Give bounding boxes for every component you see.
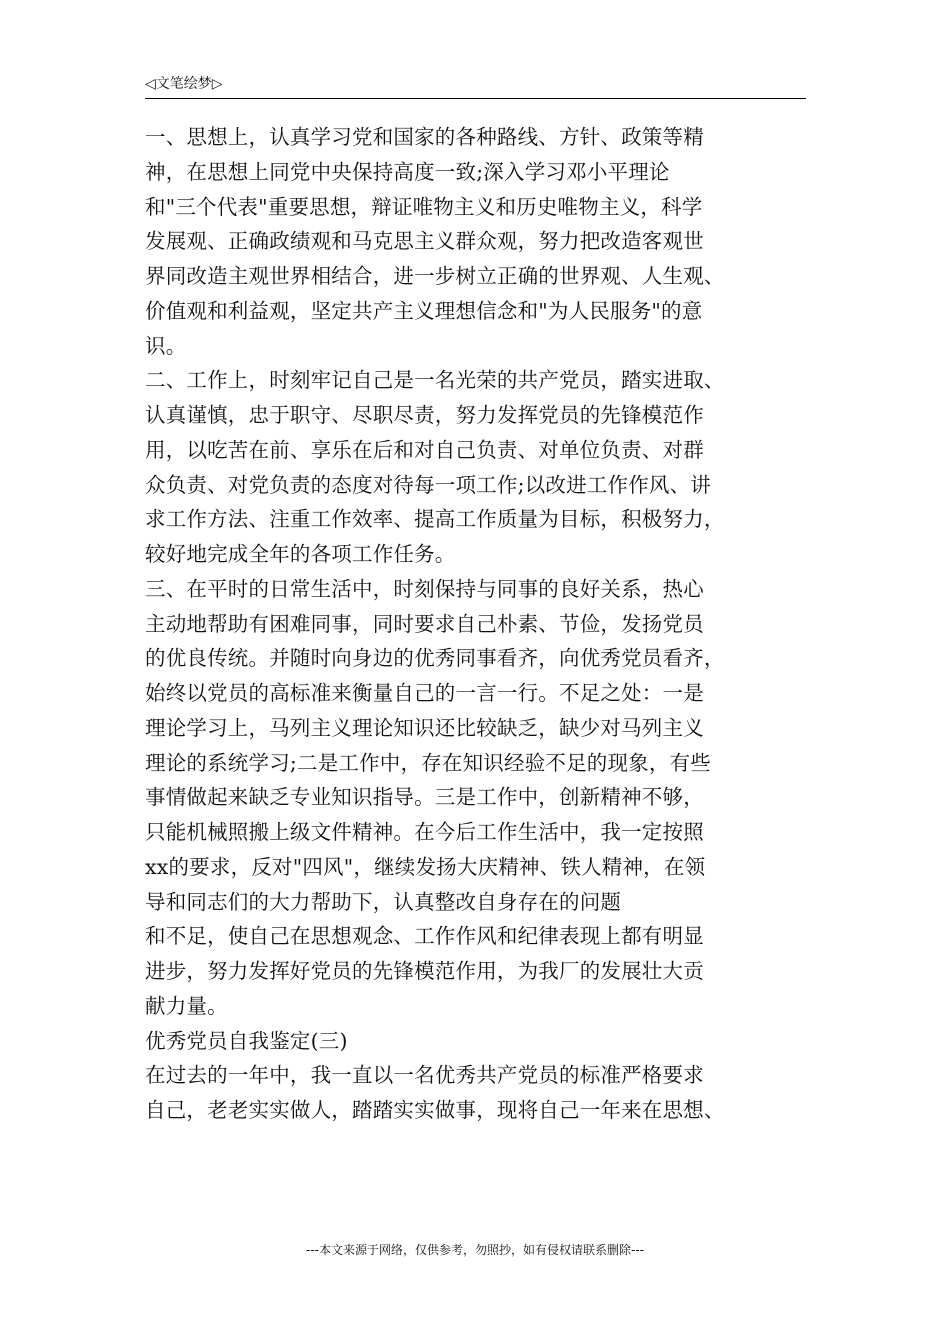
text-line: 进步，努力发挥好党员的先锋模范作用，为我厂的发展壮大贡	[145, 959, 704, 983]
section-title: 优秀党员自我鉴定(三)	[145, 1028, 348, 1053]
text-line: 较好地完成全年的各项工作任务。	[145, 542, 456, 566]
text-line: 一、思想上，认真学习党和国家的各种路线、方针、政策等精	[145, 125, 704, 149]
text-line: 发展观、正确政绩观和马克思主义群众观，努力把改造客观世	[145, 229, 704, 254]
text-line: 理论的系统学习;二是工作中，存在知识经验不足的现象，有些	[145, 750, 712, 775]
text-line: 自己，老老实实做人，踏踏实实做事，现将自己一年来在思想、	[145, 1098, 725, 1122]
text-line: 导和同志们的大力帮助下，认真整改自身存在的问题	[145, 889, 622, 914]
document-body	[145, 120, 810, 1128]
text-line: 和"三个代表"重要思想，辩证唯物主义和历史唯物主义，科学	[145, 194, 703, 219]
page-footer: ---本文来源于网络，仅供参考，勿照抄，如有侵权请联系删除---	[306, 1243, 644, 1257]
text-line: 只能机械照搬上级文件精神。在今后工作生活中，我一定按照	[145, 820, 704, 844]
text-line: 众负责、对党负责的态度对待每一项工作;以改进工作作风、讲	[145, 472, 712, 497]
text-line: 求工作方法、注重工作效率、提高工作质量为目标，积极努力，	[145, 507, 725, 532]
text-line: 在过去的一年中，我一直以一名优秀共产党员的标准严格要求	[145, 1063, 704, 1088]
text-line: 主动地帮助有困难同事，同时要求自己朴素、节俭，发扬党员	[145, 611, 704, 636]
page-header	[145, 74, 806, 99]
text-line: xx的要求，反对"四风"，继续发扬大庆精神、铁人精神，在领	[145, 854, 706, 879]
text-line: 三、在平时的日常生活中，时刻保持与同事的良好关系，热心	[145, 576, 704, 601]
text-line: 始终以党员的高标准来衡量自己的一言一行。不足之处：一是	[145, 681, 704, 705]
text-line: 认真谨慎，忠于职守、尽职尽责，努力发挥党员的先锋模范作	[145, 403, 704, 427]
text-line: 事情做起来缺乏专业知识指导。三是工作中，创新精神不够，	[145, 785, 704, 810]
text-line: 神，在思想上同党中央保持高度一致;深入学习邓小平理论	[145, 159, 670, 184]
text-line: 的优良传统。并随时向身边的优秀同事看齐，向优秀党员看齐，	[145, 646, 725, 671]
text-line: 二、工作上，时刻牢记自己是一名光荣的共产党员，踏实进取、	[145, 368, 725, 393]
text-line: 识。	[145, 333, 187, 358]
text-line: 献力量。	[145, 993, 228, 1018]
text-line: 界同改造主观世界相结合，进一步树立正确的世界观、人生观、	[145, 264, 725, 288]
text-line: 理论学习上，马列主义理论知识还比较缺乏，缺少对马列主义	[145, 715, 704, 740]
text-line: 用，以吃苦在前、享乐在后和对自己负责、对单位负责、对群	[145, 437, 704, 462]
text-line: 价值观和利益观，坚定共产主义理想信念和"为人民服务"的意	[145, 298, 703, 323]
text-line: 和不足，使自己在思想观念、工作作风和纪律表现上都有明显	[145, 924, 704, 949]
header-title: ◁文笔绘梦▷	[145, 76, 223, 92]
